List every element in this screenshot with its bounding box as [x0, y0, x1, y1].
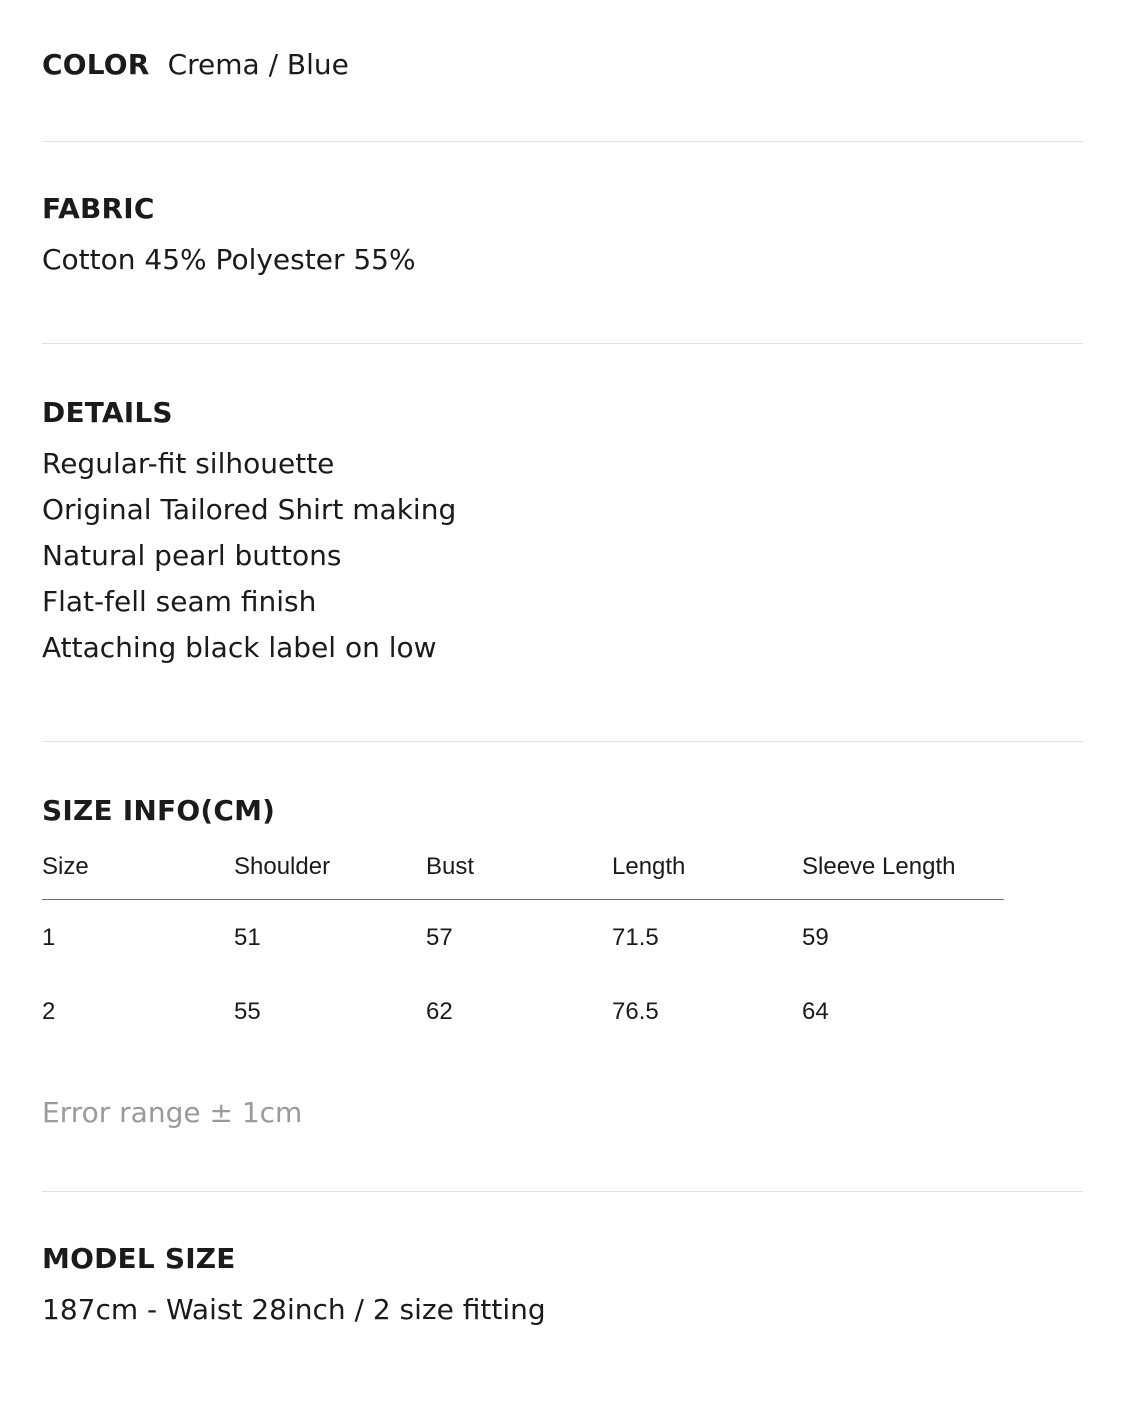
details-line: Original Tailored Shirt making	[42, 493, 457, 526]
size-table-col-bust: Bust	[426, 853, 475, 880]
details-heading: DETAILS	[42, 396, 173, 429]
size-table-header-row	[42, 845, 1004, 900]
model-size-text: 187cm - Waist 28inch / 2 size fitting	[42, 1293, 546, 1326]
length-cell: 76.5	[612, 998, 659, 1025]
model-size-section	[42, 1192, 1083, 1373]
size-table-col-size: Size	[42, 853, 89, 880]
error-range-note: Error range ± 1cm	[42, 1096, 303, 1129]
details-line: Natural pearl buttons	[42, 539, 342, 572]
fabric-section	[42, 142, 1083, 343]
size-table	[42, 845, 1004, 1048]
bust-cell: 57	[426, 924, 453, 951]
sleeve-length-cell: 59	[802, 924, 829, 951]
table-row	[42, 900, 1004, 975]
table-row	[42, 974, 1004, 1048]
color-line	[42, 48, 1083, 81]
details-line: Flat-fell seam finish	[42, 585, 317, 618]
details-line: Regular-fit silhouette	[42, 447, 335, 480]
shoulder-cell: 55	[234, 998, 261, 1025]
size-table-head	[42, 845, 1004, 900]
details-line: Attaching black label on low	[42, 631, 437, 664]
model-size-heading: MODEL SIZE	[42, 1242, 236, 1275]
color-value: Crema / Blue	[167, 48, 349, 81]
sleeve-length-cell: 64	[802, 998, 829, 1025]
color-label: COLOR	[42, 48, 150, 81]
size-info-section	[42, 742, 1083, 1191]
bust-cell: 62	[426, 998, 453, 1025]
fabric-heading: FABRIC	[42, 192, 155, 225]
size-table-body	[42, 900, 1004, 1049]
size-table-col-length: Length	[612, 853, 686, 880]
color-section	[42, 0, 1083, 141]
size-table-col-sleeve-length: Sleeve Length	[802, 853, 956, 880]
size-cell: 1	[42, 924, 56, 951]
size-info-heading: SIZE INFO(CM)	[42, 794, 276, 827]
length-cell: 71.5	[612, 924, 659, 951]
size-cell: 2	[42, 998, 56, 1025]
size-table-col-shoulder: Shoulder	[234, 853, 331, 880]
shoulder-cell: 51	[234, 924, 261, 951]
fabric-text: Cotton 45% Polyester 55%	[42, 243, 416, 276]
details-section	[42, 344, 1083, 741]
